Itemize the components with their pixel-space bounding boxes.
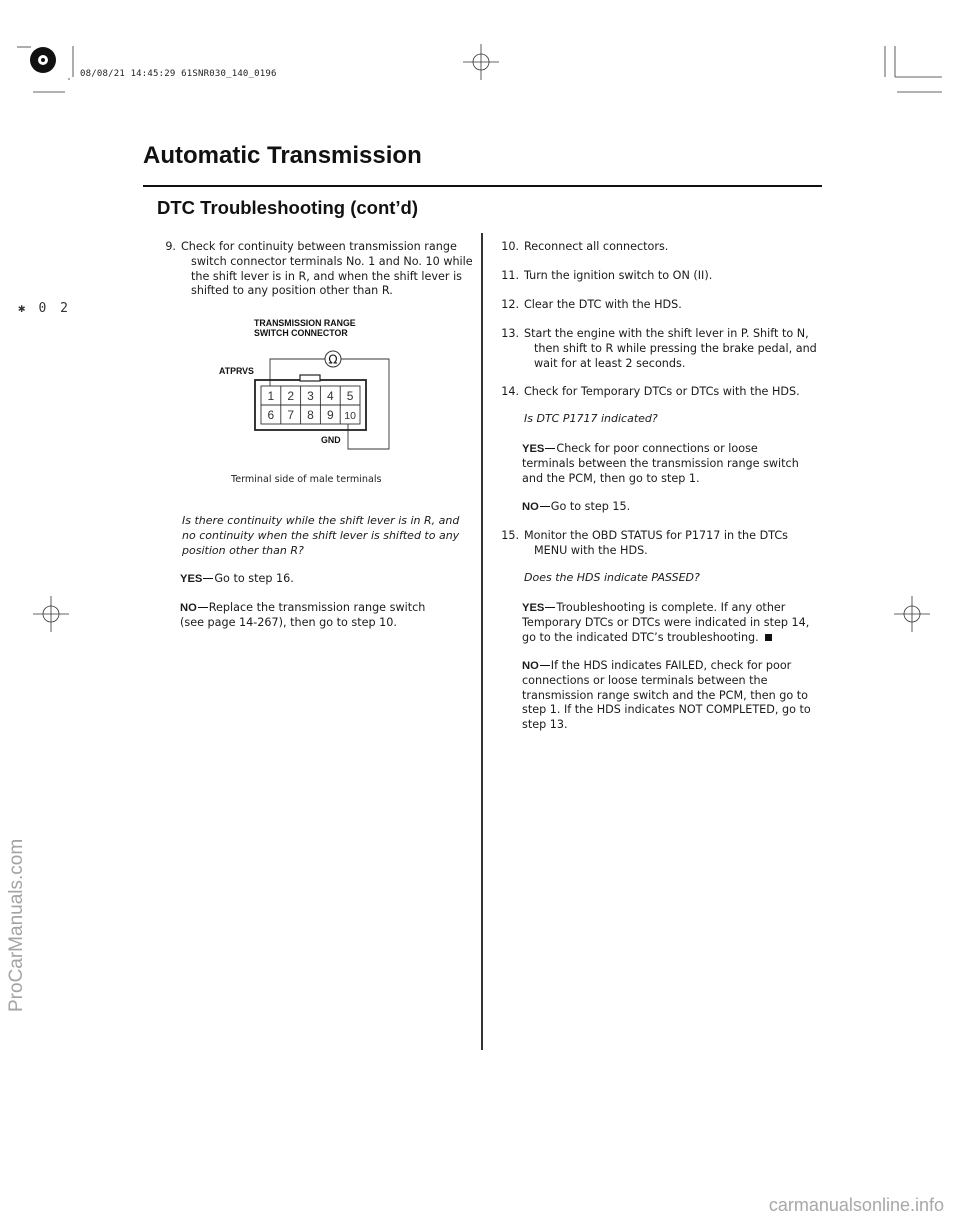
no-text-line: transmission range switch and the PCM, then go to [522, 688, 808, 702]
yes-label: YES [180, 573, 203, 585]
dash-icon [203, 578, 213, 579]
section-title: Automatic Transmission [143, 142, 422, 169]
no-text-line: step 1. If the HDS indicates NOT COMPLETED, go to [522, 703, 811, 717]
answer-yes-step-9 [180, 572, 294, 587]
dash-icon [545, 448, 555, 449]
no-label: NO [180, 602, 197, 614]
dash-icon [545, 607, 555, 608]
question-step-9 [182, 514, 477, 558]
column-divider [481, 233, 483, 1050]
pin-4: 4 [326, 389, 334, 403]
figure-caption: Terminal side of male terminals [231, 474, 382, 485]
question-step-14: Is DTC P1717 indicated? [524, 412, 658, 425]
no-label: NO [522, 660, 539, 672]
step-15 [500, 529, 820, 559]
step-11 [500, 269, 820, 284]
pin-3: 3 [307, 389, 314, 403]
figure-title [254, 318, 356, 338]
end-mark-icon [765, 634, 772, 641]
subsection-title: DTC Troubleshooting (cont’d) [157, 197, 419, 218]
dash-icon [540, 506, 550, 507]
answer-no-step-15 [522, 659, 822, 733]
answer-yes-step-14 [522, 442, 822, 486]
crosshair-icon [463, 44, 499, 80]
step-10 [500, 240, 820, 255]
connector-lock-tab [300, 375, 320, 381]
step-10-text: Reconnect all connectors. [524, 240, 669, 253]
side-mark [18, 301, 71, 316]
ohm-symbol: Ω [328, 352, 338, 367]
step-13-line: Start the engine with the shift lever in P. Shift to N, [524, 327, 809, 340]
registration-target-icon [30, 47, 56, 73]
step-number: 11. [501, 269, 519, 282]
step-14 [500, 385, 820, 400]
no-text-line: If the HDS indicates FAILED, check for poor [550, 659, 792, 672]
step-12 [500, 298, 820, 313]
pin-10: 10 [344, 410, 356, 422]
connector-diagram [250, 345, 395, 455]
step-11-text: Turn the ignition switch to ON (II). [524, 269, 713, 282]
question-line: Is there continuity while the shift lever is in R, and [182, 514, 460, 527]
print-stamp: 08/08/21 14:45:29 61SNR030_140_0196 [80, 69, 277, 79]
step-number: 15. [501, 529, 519, 542]
label-gnd: GND [321, 435, 341, 445]
side-mark-digits: 0 2 [38, 301, 71, 316]
label-atprvs: ATPRVS [219, 366, 254, 376]
pin-5: 5 [346, 389, 354, 403]
step-9-line: Check for continuity between transmission range [181, 240, 457, 253]
yes-text-line: Troubleshooting is complete. If any other [556, 601, 786, 614]
yes-text-line: Temporary DTCs or DTCs were indicated in step 14, [522, 615, 810, 629]
step-15-line: MENU with the HDS. [534, 543, 648, 557]
step-9 [163, 240, 473, 299]
dash-icon [540, 665, 550, 666]
dash-icon [198, 607, 208, 608]
yes-text-line: go to the indicated DTC’s troubleshooting. [522, 630, 759, 644]
yes-text-line: and the PCM, then go to step 1. [522, 471, 700, 485]
step-9-line: the shift lever is in R, and when the shift lever is [191, 269, 463, 283]
pin-8: 8 [307, 408, 314, 422]
step-13-line: then shift to R while pressing the brake pedal, and [534, 341, 817, 355]
answer-no-step-14 [522, 500, 630, 515]
ohmmeter-icon [325, 351, 341, 367]
yes-text: Go to step 16. [214, 572, 294, 585]
question-line: position other than R? [182, 543, 304, 557]
question-line: no continuity when the shift lever is shifted to any [182, 528, 460, 542]
crosshair-icon [33, 596, 69, 632]
no-text-line: Replace the transmission range switch [208, 601, 426, 614]
answer-yes-step-15 [522, 601, 822, 645]
pin-2: 2 [287, 389, 295, 403]
step-number: 10. [501, 240, 519, 253]
yes-text-line: Check for poor connections or loose [556, 442, 758, 455]
figure-title-line: SWITCH CONNECTOR [254, 328, 348, 338]
question-step-15: Does the HDS indicate PASSED? [524, 571, 700, 584]
pin-1: 1 [267, 389, 275, 403]
no-text-line: step 13. [522, 718, 568, 732]
crosshair-icon [894, 596, 930, 632]
asterisk-icon: ✱ [18, 301, 29, 315]
yes-label: YES [522, 602, 545, 614]
watermark-procarmanuals: ProCarManuals.com [6, 838, 27, 1012]
pin-7: 7 [287, 408, 295, 422]
pin-9: 9 [326, 408, 334, 422]
step-12-text: Clear the DTC with the HDS. [524, 298, 682, 311]
no-text-line: (see page 14-267), then go to step 10. [180, 615, 397, 629]
no-text: Go to step 15. [550, 500, 631, 513]
step-number: 14. [501, 385, 519, 398]
watermark-carmanualsonline: carmanualsonline.info [768, 1195, 944, 1215]
step-number: 13. [501, 327, 519, 340]
step-number: 9. [165, 240, 176, 253]
answer-no-step-9 [180, 601, 475, 631]
yes-label: YES [522, 443, 545, 455]
step-number: 12. [501, 298, 519, 311]
step-15-line: Monitor the OBD STATUS for P1717 in the DTCs [524, 529, 788, 542]
pin-6: 6 [267, 408, 275, 422]
no-label: NO [522, 501, 539, 513]
no-text-line: connections or loose terminals between the [522, 673, 768, 687]
figure-title-line: TRANSMISSION RANGE [254, 318, 356, 328]
step-9-line: shifted to any position other than R. [191, 284, 393, 298]
step-13 [500, 327, 820, 371]
title-rule [143, 185, 822, 187]
step-9-line: switch connector terminals No. 1 and No. 10 while [191, 254, 473, 268]
yes-text-line: terminals between the transmission range switch [522, 456, 799, 470]
step-14-text: Check for Temporary DTCs or DTCs with the HDS. [524, 385, 800, 398]
step-13-line: wait for at least 2 seconds. [534, 356, 686, 370]
